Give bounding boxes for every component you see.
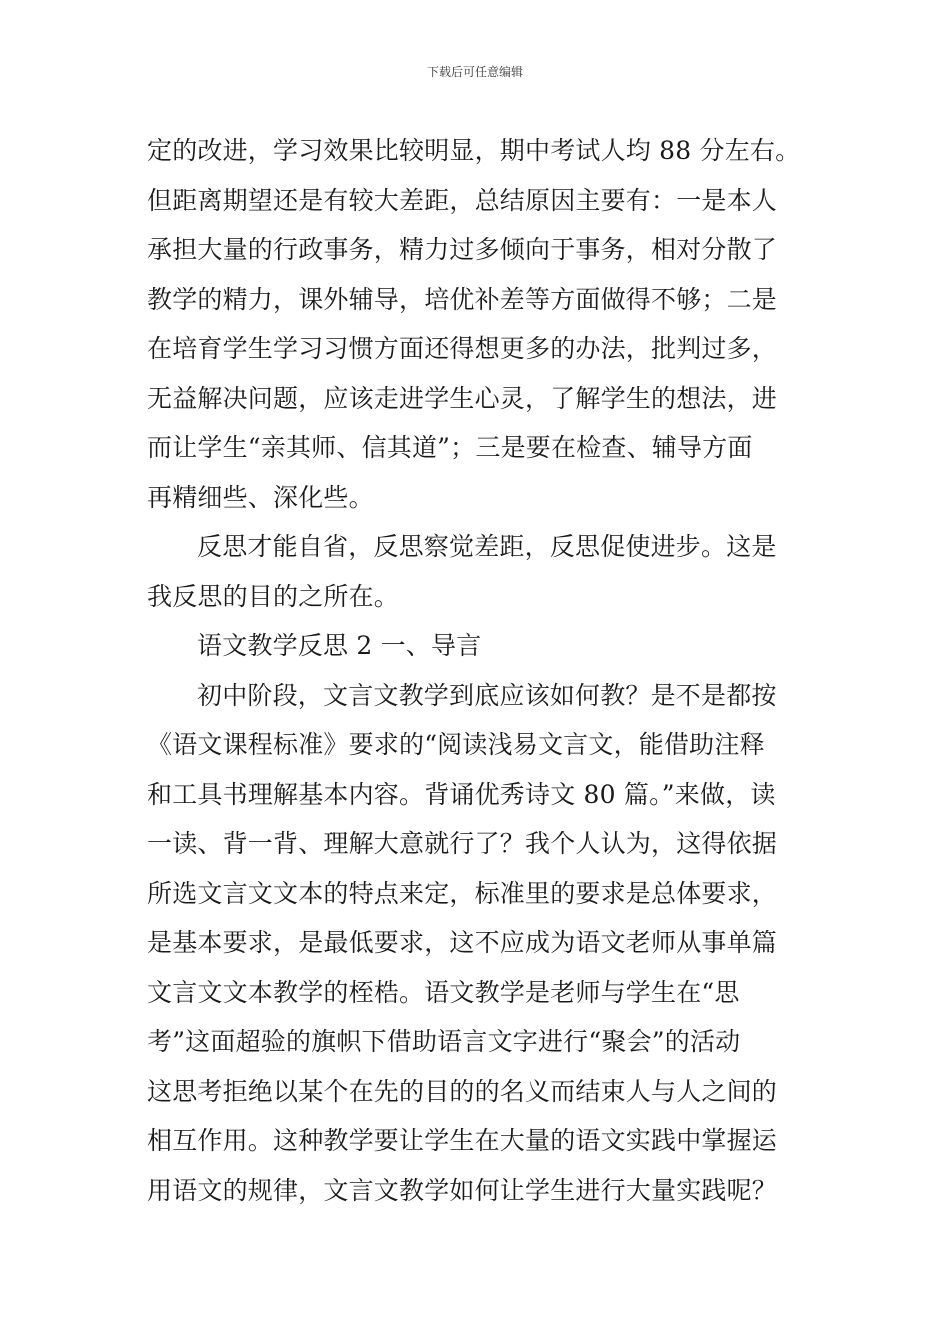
text-line: 所选文言文文本的特点来定，标准里的要求是总体要求， (147, 878, 778, 908)
text-line: 文言文文本教学的桎梏。语文教学是老师与学生在“思 (147, 977, 740, 1007)
paragraph-1 (147, 126, 807, 522)
text-line: 但距离期望还是有较大差距，总结原因主要有：一是本人 (147, 185, 778, 215)
text-line: 教学的精力，课外辅导，培优补差等方面做得不够；二是 (147, 284, 778, 314)
text-line: 这思考拒绝以某个在先的目的的名义而结束人与人之间的 (147, 1076, 778, 1106)
text-line: 而让学生“亲其师、信其道”；三是要在检查、辅导方面 (147, 433, 753, 462)
text-line: 一读、背一背、理解大意就行了？我个人认为，这得依据 (147, 829, 778, 858)
paragraph-3 (147, 671, 807, 1216)
text-line: 用语文的规律，文言文教学如何让学生进行大量实践呢？ (147, 1175, 778, 1205)
heading-line: 语文教学反思 2 一、导言 (197, 631, 482, 660)
section-heading (147, 621, 807, 671)
text-line: 在培育学生学习习惯方面还得想更多的办法，批判过多， (147, 334, 778, 363)
text-line: 和工具书理解基本内容。背诵优秀诗文 80 篇。”来做，读 (147, 779, 776, 809)
page-header: 下载后可任意编辑 (426, 65, 523, 79)
text-line: 无益解决问题，应该走进学生心灵，了解学生的想法，进 (147, 383, 778, 413)
text-line: 《语文课程标准》要求的“阅读浅易文言文，能借助注释 (147, 730, 765, 759)
document-body (147, 126, 807, 1215)
paragraph-2 (147, 522, 807, 621)
text-line: 我反思的目的之所在。 (147, 581, 400, 611)
text-line: 定的改进，学习效果比较明显，期中考试人均 88 分左右。 (147, 136, 801, 165)
text-line: 反思才能自省，反思察觉差距，反思促使进步。这是 (197, 532, 777, 561)
text-line: 是基本要求，是最低要求，这不应成为语文老师从事单篇 (147, 928, 778, 957)
text-line: 相互作用。这种教学要让学生在大量的语文实践中掌握运 (147, 1126, 778, 1155)
text-line: 考”这面超验的旗帜下借助语言文字进行“聚会”的活动 (147, 1027, 741, 1056)
text-line: 再精细些、深化些。 (147, 482, 374, 512)
text-line: 初中阶段，文言文教学到底应该如何教？是不是都按 (197, 680, 777, 710)
text-line: 承担大量的行政事务，精力过多倾向于事务，相对分散了 (147, 235, 778, 264)
